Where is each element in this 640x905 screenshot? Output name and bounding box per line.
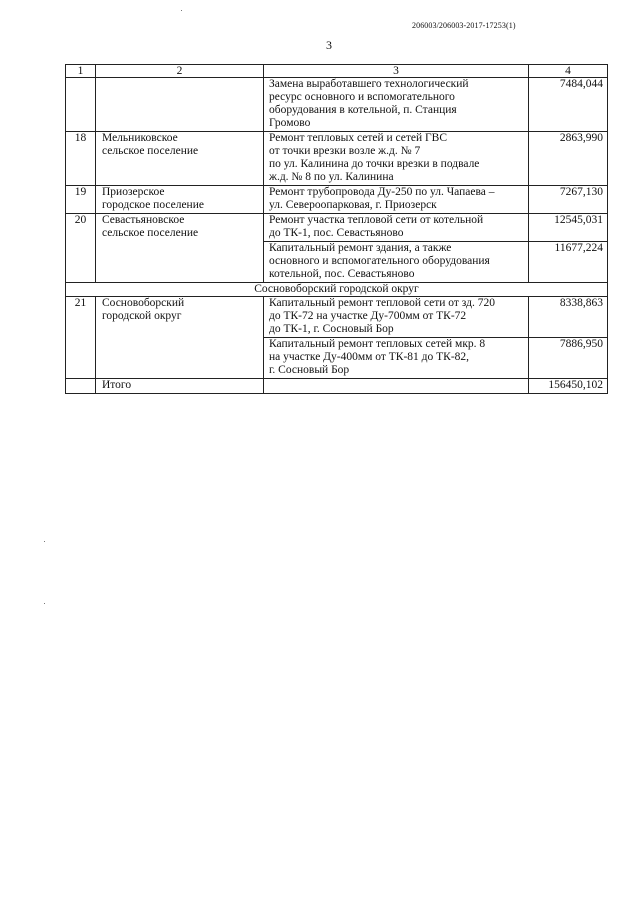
municipality-line: Мельниковское [102, 132, 178, 144]
work-description-line: Замена выработавшего технологический [269, 78, 469, 90]
work-description-cell [264, 132, 529, 186]
scan-speck [181, 10, 182, 11]
work-description-line: Громово [269, 117, 311, 129]
column-number: 2 [96, 65, 264, 78]
column-number: 4 [529, 65, 608, 78]
municipality-cell [96, 297, 264, 379]
municipality-cell [96, 186, 264, 214]
work-description-line: от точки врезки возле ж.д. № 7 [269, 145, 421, 157]
work-description-line: котельной, пос. Севастьяново [269, 268, 415, 280]
column-number: 3 [264, 65, 529, 78]
work-description-cell [264, 242, 529, 283]
table-row [66, 78, 608, 132]
work-description-line: Ремонт участка тепловой сети от котельной [269, 214, 484, 226]
amount-cell: 7267,130 [529, 186, 608, 214]
amount-cell: 7484,044 [529, 78, 608, 132]
amount-cell: 8338,863 [529, 297, 608, 338]
municipality-line: сельское поселение [102, 227, 199, 239]
row-number-cell: 19 [66, 186, 96, 214]
work-description-line: г. Сосновый Бор [269, 364, 350, 376]
municipality-line: городской округ [102, 310, 182, 322]
work-description-cell [264, 379, 529, 394]
municipality-line: городское поселение [102, 199, 204, 211]
amount-cell: 2863,990 [529, 132, 608, 186]
work-description-line: до ТК-1, г. Сосновый Бор [269, 323, 394, 335]
table-row [66, 132, 608, 186]
municipality-cell [96, 78, 264, 132]
column-number: 1 [66, 65, 96, 78]
work-description-line: ул. Североопарковая, г. Приозерск [269, 199, 437, 211]
scan-speck [44, 541, 45, 542]
work-description-cell [264, 78, 529, 132]
work-description-line: Ремонт тепловых сетей и сетей ГВС [269, 132, 448, 144]
group-header-row [66, 283, 608, 297]
table-row [66, 214, 608, 242]
amount-cell: 11677,224 [529, 242, 608, 283]
municipality-line: Севастьяновское [102, 214, 185, 226]
funding-table [65, 64, 608, 394]
work-description-line: Капитальный ремонт здания, а также [269, 242, 452, 254]
work-description-line: Капитальный ремонт тепловой сети от зд. 720 [269, 297, 495, 309]
work-description-line: Капитальный ремонт тепловых сетей мкр. 8 [269, 338, 486, 350]
total-row [66, 379, 608, 394]
municipality-cell [96, 214, 264, 283]
row-number-cell [66, 379, 96, 394]
work-description-line: Ремонт трубопровода Ду-250 по ул. Чапаева – [269, 186, 495, 198]
document-registration-number: 206003/206003-2017-17253(1) [412, 21, 516, 30]
column-number-row [66, 65, 608, 78]
work-description-line: ж.д. № 8 по ул. Калинина [269, 171, 394, 183]
amount-cell: 12545,031 [529, 214, 608, 242]
work-description-line: на участке Ду-400мм от ТК-81 до ТК-82, [269, 351, 470, 363]
work-description-line: основного и вспомогательного оборудования [269, 255, 490, 267]
row-number-cell: 21 [66, 297, 96, 379]
work-description-line: до ТК-1, пос. Севастьяново [269, 227, 404, 239]
work-description-cell [264, 297, 529, 338]
table-row [66, 186, 608, 214]
municipality-cell [96, 132, 264, 186]
amount-cell: 7886,950 [529, 338, 608, 379]
work-description-line: по ул. Калинина до точки врезки в подвале [269, 158, 480, 170]
work-description-line: ресурс основного и вспомогательного [269, 91, 455, 103]
row-number-cell: 20 [66, 214, 96, 283]
municipality-line: Сосновоборский [102, 297, 185, 309]
municipality-line: Приозерское [102, 186, 165, 198]
work-description-line: до ТК-72 на участке Ду-700мм от ТК-72 [269, 310, 467, 322]
row-number-cell: 18 [66, 132, 96, 186]
total-amount: 156450,102 [529, 379, 608, 394]
group-header: Сосновоборский городской округ [66, 283, 608, 297]
total-label: Итого [96, 379, 264, 394]
page-number: 3 [326, 38, 332, 52]
work-description-line: оборудования в котельной, п. Станция [269, 104, 457, 116]
municipality-line: сельское поселение [102, 145, 199, 157]
work-description-cell [264, 338, 529, 379]
work-description-cell [264, 214, 529, 242]
row-number-cell [66, 78, 96, 132]
work-description-cell [264, 186, 529, 214]
table-row [66, 297, 608, 338]
scan-speck [44, 603, 45, 604]
